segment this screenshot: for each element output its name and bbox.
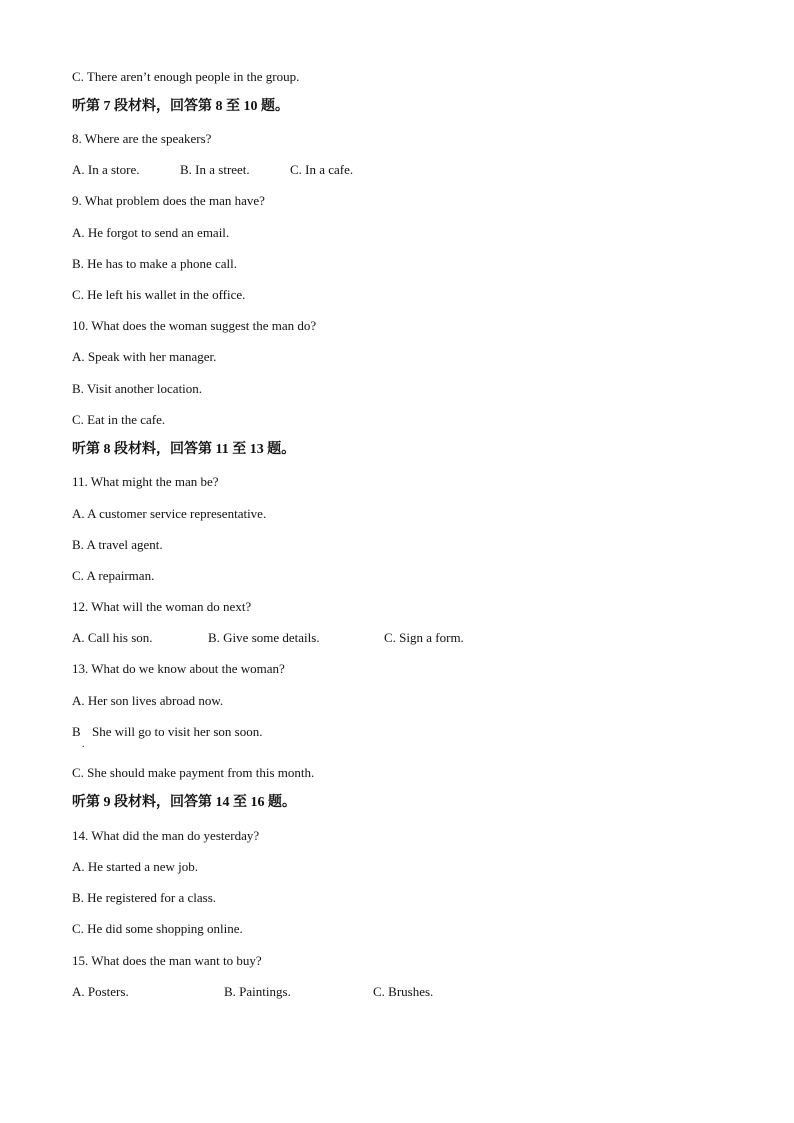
question-10: 10. What does the woman suggest the man do? [72, 318, 317, 333]
q14-option-a: A. He started a new job. [72, 859, 198, 874]
section-header-8: 听第 8 段材料，回答第 11 至 13 题。 [72, 442, 296, 457]
q13-option-b-letter: B [72, 724, 81, 739]
question-15: 15. What does the man want to buy? [72, 953, 262, 968]
question-9: 9. What problem does the man have? [72, 193, 265, 208]
q10-option-c: C. Eat in the cafe. [72, 412, 166, 427]
q13-option-b-text: She will go to visit her son soon. [92, 724, 263, 739]
option-c-q7: C. There aren’t enough people in the group. [72, 69, 300, 84]
q15-option-b: B. Paintings. [224, 984, 291, 999]
q15-option-a: A. Posters. [72, 984, 129, 999]
question-14: 14. What did the man do yesterday? [72, 828, 260, 843]
q9-option-a: A. He forgot to send an email. [72, 225, 230, 240]
question-13: 13. What do we know about the woman? [72, 661, 285, 676]
q14-option-c: C. He did some shopping online. [72, 921, 243, 936]
q12-option-b: B. Give some details. [208, 630, 320, 645]
q10-option-b: B. Visit another location. [72, 381, 203, 396]
q12-option-c: C. Sign a form. [384, 630, 464, 645]
q8-option-a: A. In a store. [72, 162, 140, 177]
q12-option-a: A. Call his son. [72, 630, 153, 645]
q13-option-c: C. She should make payment from this month. [72, 765, 315, 780]
q13-option-b-dot: . [82, 739, 85, 750]
q10-option-a: A. Speak with her manager. [72, 349, 217, 364]
q14-option-b: B. He registered for a class. [72, 890, 217, 905]
q8-option-b: B. In a street. [180, 162, 250, 177]
q9-option-b: B. He has to make a phone call. [72, 256, 237, 271]
q11-option-c: C. A repairman. [72, 568, 155, 583]
q8-option-c: C. In a cafe. [290, 162, 354, 177]
section-header-9: 听第 9 段材料，回答第 14 至 16 题。 [72, 795, 296, 810]
q11-option-a: A. A customer service representative. [72, 506, 267, 521]
section-header-7: 听第 7 段材料，回答第 8 至 10 题。 [72, 99, 289, 114]
question-11: 11. What might the man be? [72, 474, 219, 489]
q13-option-a: A. Her son lives abroad now. [72, 693, 224, 708]
q9-option-c: C. He left his wallet in the office. [72, 287, 246, 302]
q11-option-b: B. A travel agent. [72, 537, 163, 552]
q15-option-c: C. Brushes. [373, 984, 434, 999]
question-8: 8. Where are the speakers? [72, 131, 212, 146]
question-12: 12. What will the woman do next? [72, 599, 252, 614]
